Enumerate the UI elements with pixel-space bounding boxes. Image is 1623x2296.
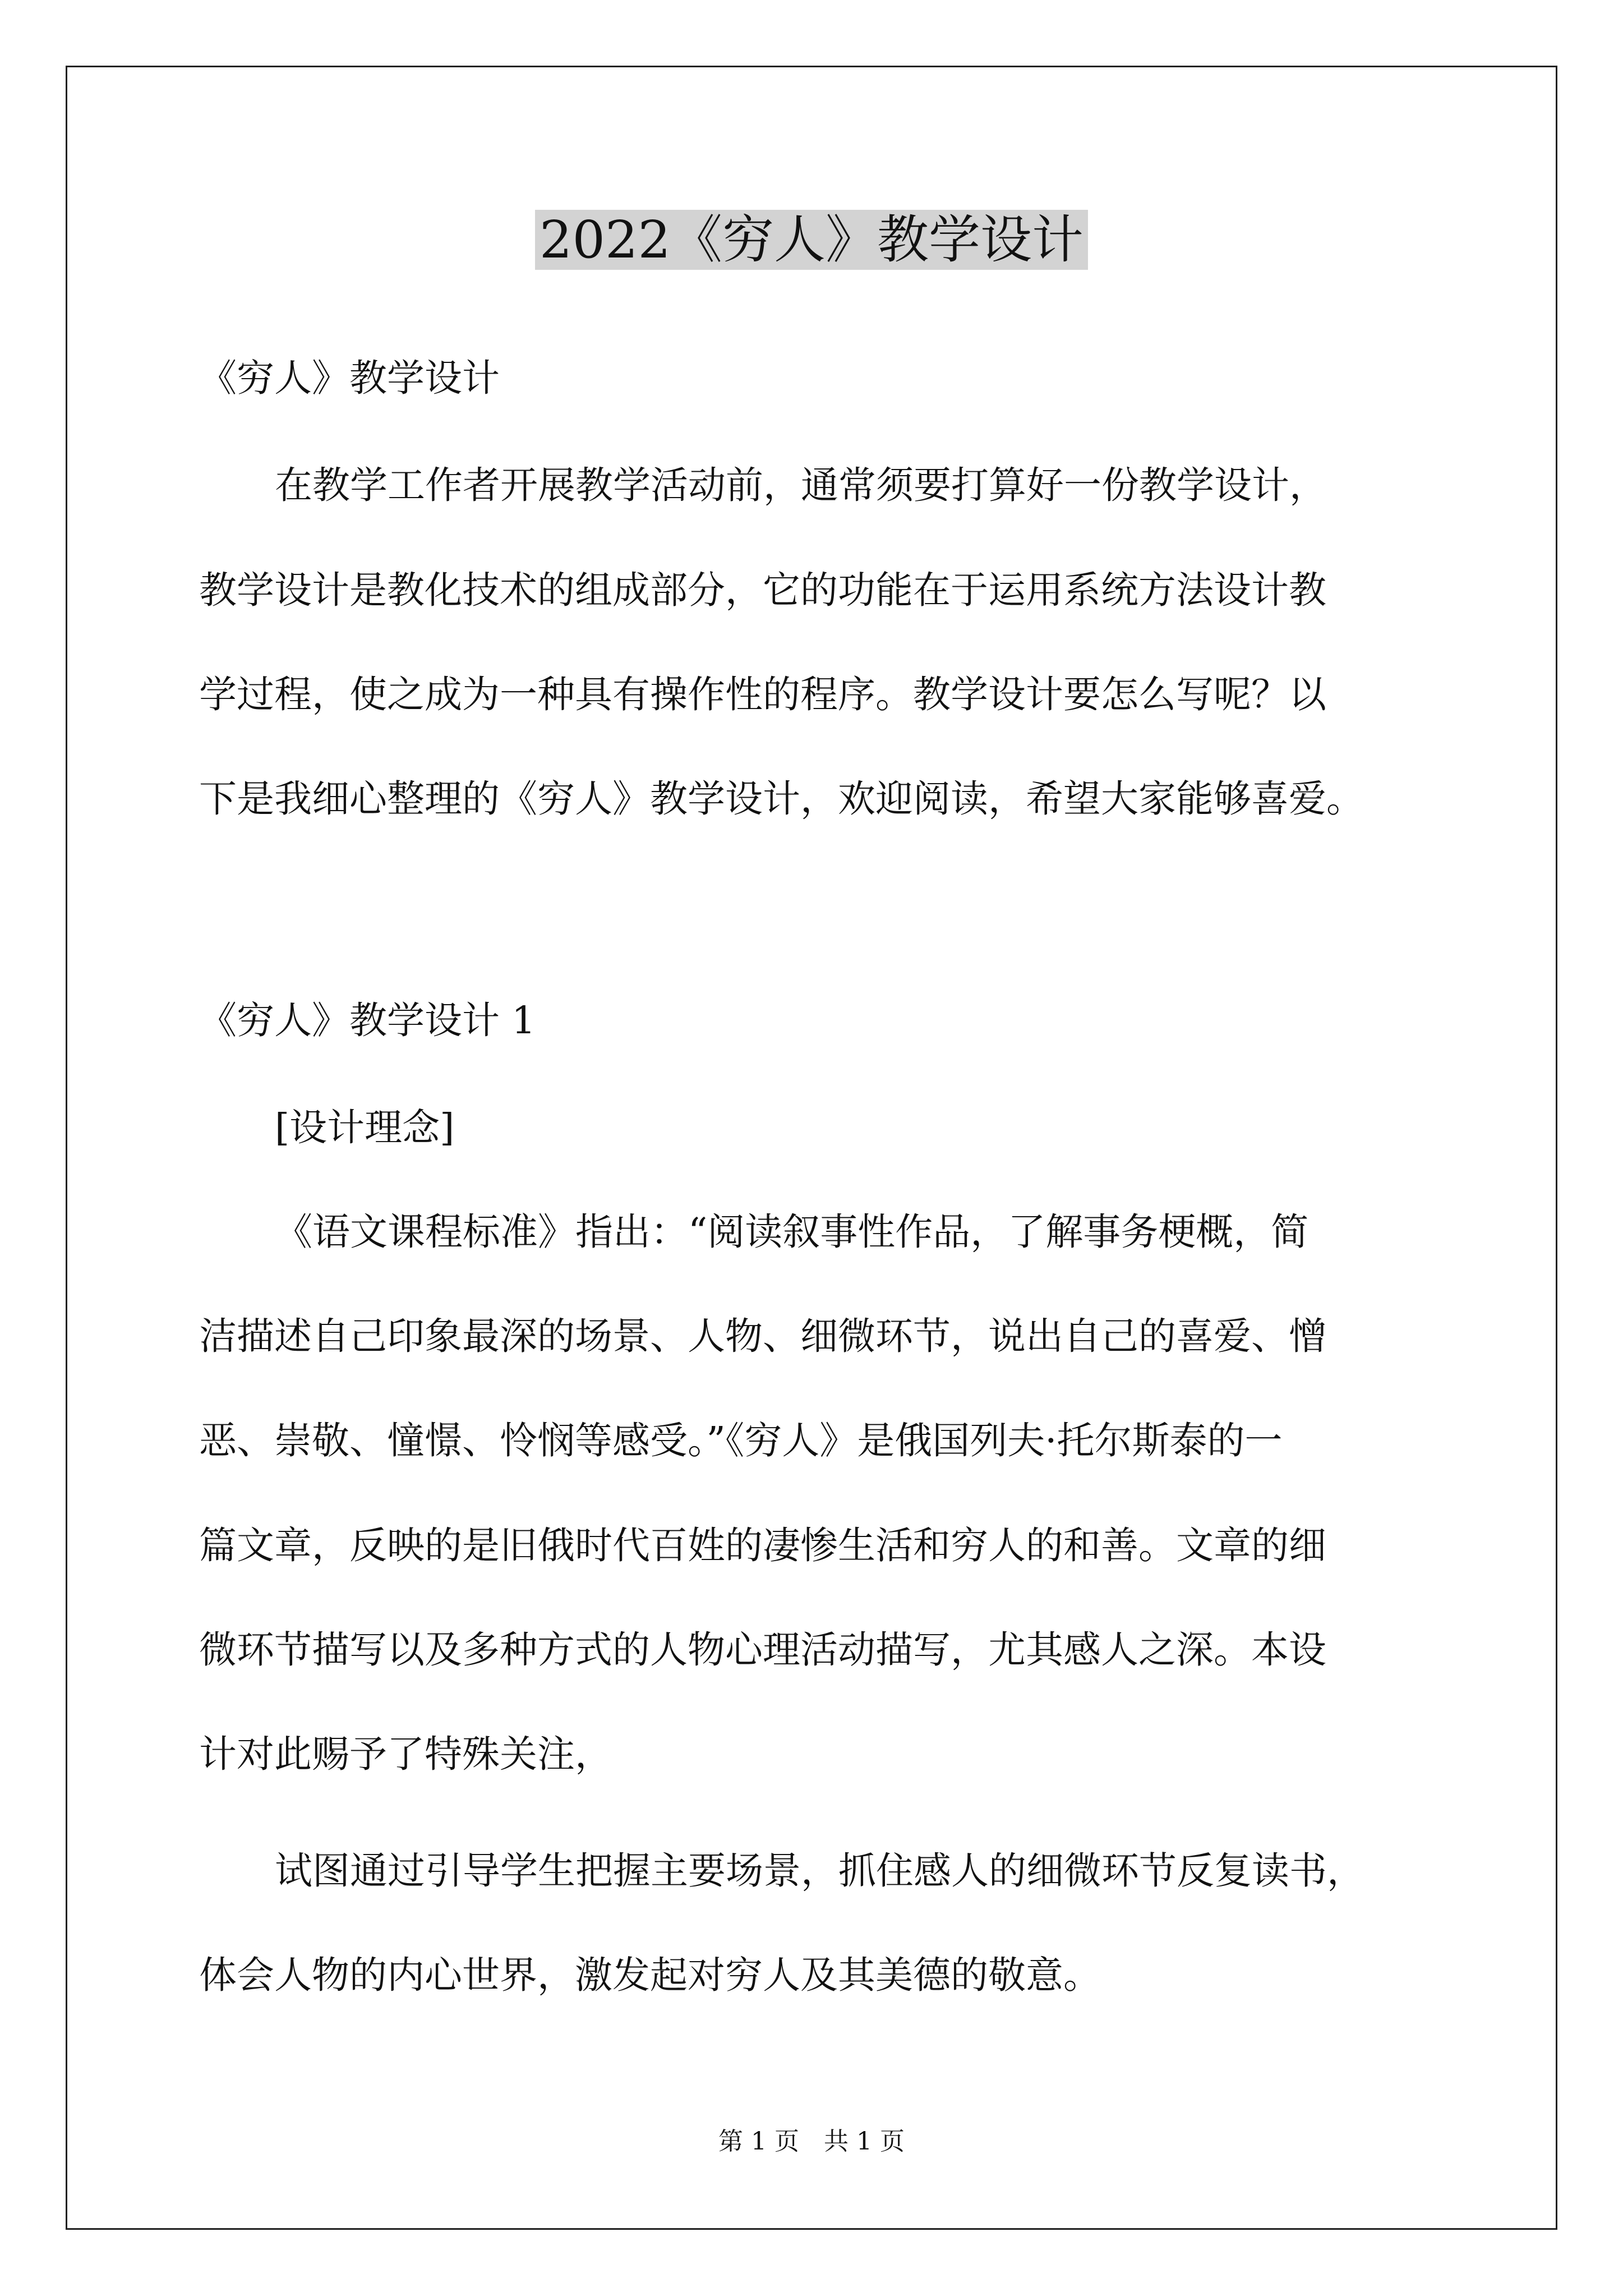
- page-footer: 第 1 页 共 1 页: [718, 2127, 905, 2156]
- body-line: 篇文章，反映的是旧俄时代百姓的凄惨生活和穷人的和善。文章的细: [199, 1524, 1326, 1567]
- body-line: 《语文课程标准》指出：“阅读叙事性作品，了解事务梗概，简: [275, 1210, 1309, 1254]
- intro-line: 教学设计是教化技术的组成部分，它的功能在于运用系统方法设计教: [199, 568, 1326, 612]
- body-line: 计对此赐予了特殊关注，: [199, 1732, 612, 1776]
- body-line: 恶、崇敬、憧憬、怜悯等感受。”《穷人》是俄国列夫·托尔斯泰的一: [199, 1419, 1283, 1462]
- subtitle: 《穷人》教学设计: [199, 356, 500, 400]
- intro-line: 学过程，使之成为一种具有操作性的程序。教学设计要怎么写呢？以: [199, 673, 1326, 716]
- body-line: 洁描述自己印象最深的场景、人物、细微环节，说出自己的喜爱、憎: [199, 1314, 1326, 1358]
- body-line: 体会人物的内心世界，激发起对穷人及其美德的敬意。: [199, 1953, 1101, 1997]
- body-line: 试图通过引导学生把握主要场景，抓住感人的细微环节反复读书，: [275, 1849, 1364, 1893]
- intro-line: 下是我细心整理的《穷人》教学设计，欢迎阅读，希望大家能够喜爱。: [199, 777, 1364, 821]
- section-label: [设计理念]: [275, 1106, 455, 1149]
- document-title: [0, 201, 1623, 279]
- intro-line: 在教学工作者开展教学活动前，通常须要打算好一份教学设计，: [275, 463, 1327, 507]
- body-line: 微环节描写以及多种方式的人物心理活动描写，尤其感人之深。本设: [199, 1628, 1326, 1672]
- document-title-text: 2022《穷人》教学设计: [535, 210, 1088, 270]
- section-heading: 《穷人》教学设计 1: [199, 999, 536, 1042]
